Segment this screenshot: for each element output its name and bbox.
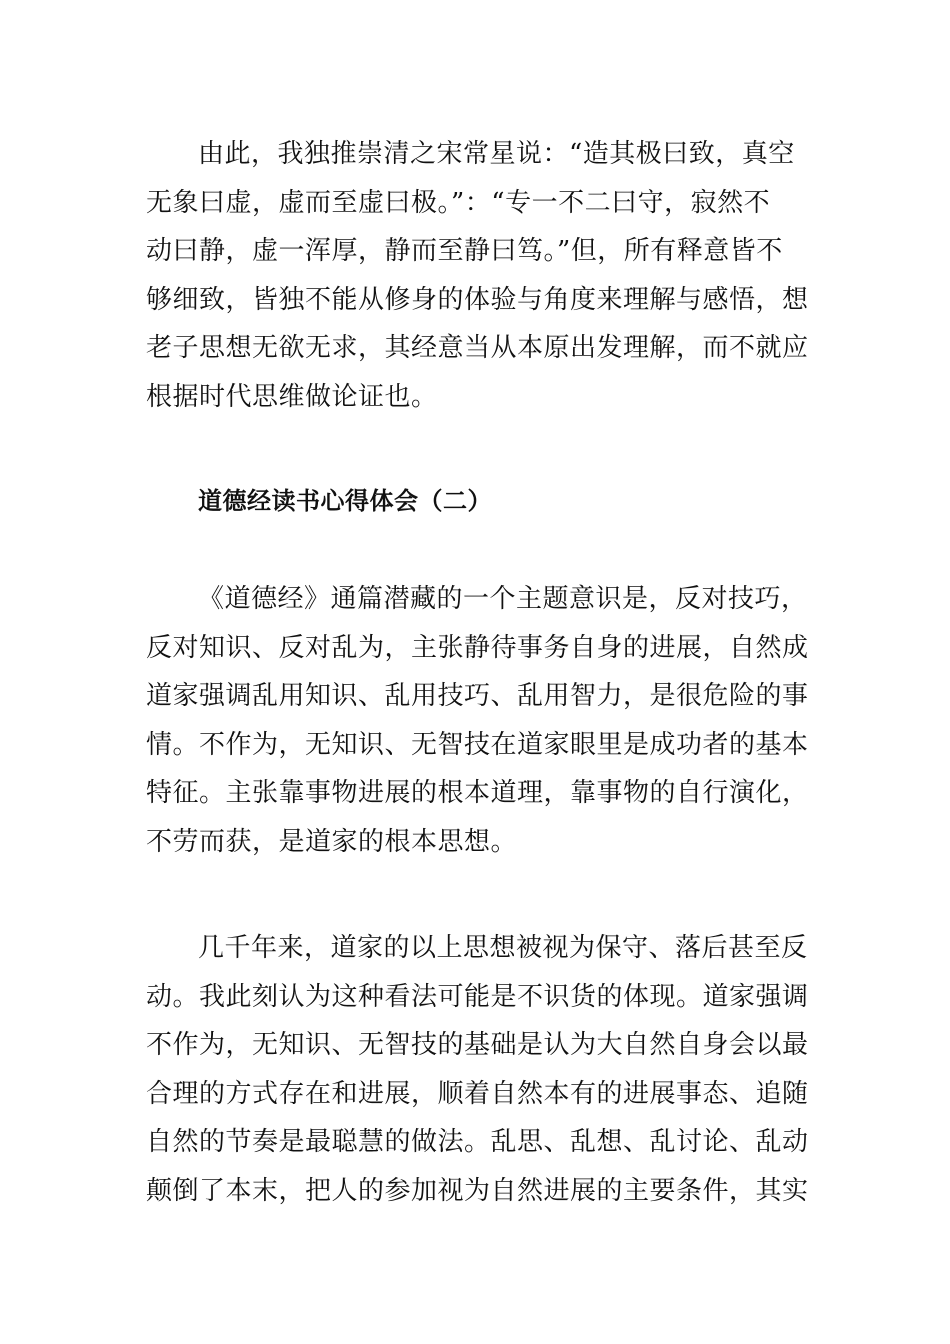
paragraph-line: 道家强调乱用知识、乱用技巧、乱用智力，是很危险的事 xyxy=(146,681,809,711)
paragraph-line: 不劳而获，是道家的根本思想。 xyxy=(146,826,518,857)
paragraph-2 xyxy=(146,575,809,866)
paragraph-line: 颠倒了本末，把人的参加视为自然进展的主要条件，其实 xyxy=(146,1175,809,1206)
paragraph-line: 由此，我独推崇清之宋常星说：“造其极曰致，真空 xyxy=(198,139,795,169)
paragraph-line: 不作为，无知识、无智技的基础是认为大自然自身会以最 xyxy=(146,1030,809,1060)
paragraph-line: 无象曰虚，虚而至虚曰极。”：“专一不二曰守，寂然不 xyxy=(146,187,771,218)
paragraph-line: 特征。主张靠事物进展的根本道理，靠事物的自行演化， xyxy=(146,778,809,808)
paragraph-line: 根据时代思维做论证也。 xyxy=(146,381,438,412)
paragraph-1 xyxy=(146,130,809,421)
section-heading: 道德经读书心得体会（二） xyxy=(198,486,492,515)
paragraph-line: 情。不作为，无知识、无智技在道家眼里是成功者的基本 xyxy=(146,729,809,760)
paragraph-line: 动曰静，虚一浑厚，静而至静曰笃。”但，所有释意皆不 xyxy=(146,236,783,266)
paragraph-line: 《道德经》通篇潜藏的一个主题意识是，反对技巧， xyxy=(198,584,808,614)
paragraph-line: 动。我此刻认为这种看法可能是不识货的体现。道家强调 xyxy=(146,981,809,1012)
paragraph-line: 自然的节奏是最聪慧的做法。乱思、乱想、乱讨论、乱动 xyxy=(146,1127,809,1157)
paragraph-3 xyxy=(146,924,809,1215)
paragraph-line: 反对知识、反对乱为，主张静待事务自身的进展，自然成 xyxy=(146,632,809,663)
paragraph-line: 合理的方式存在和进展，顺着自然本有的进展事态、追随 xyxy=(146,1078,809,1109)
paragraph-line: 够细致，皆独不能从修身的体验与角度来理解与感悟，想 xyxy=(146,284,809,315)
paragraph-line: 老子思想无欲无求，其经意当从本原出发理解，而不就应 xyxy=(146,333,809,363)
paragraph-line: 几千年来，道家的以上思想被视为保守、落后甚至反 xyxy=(198,933,808,963)
